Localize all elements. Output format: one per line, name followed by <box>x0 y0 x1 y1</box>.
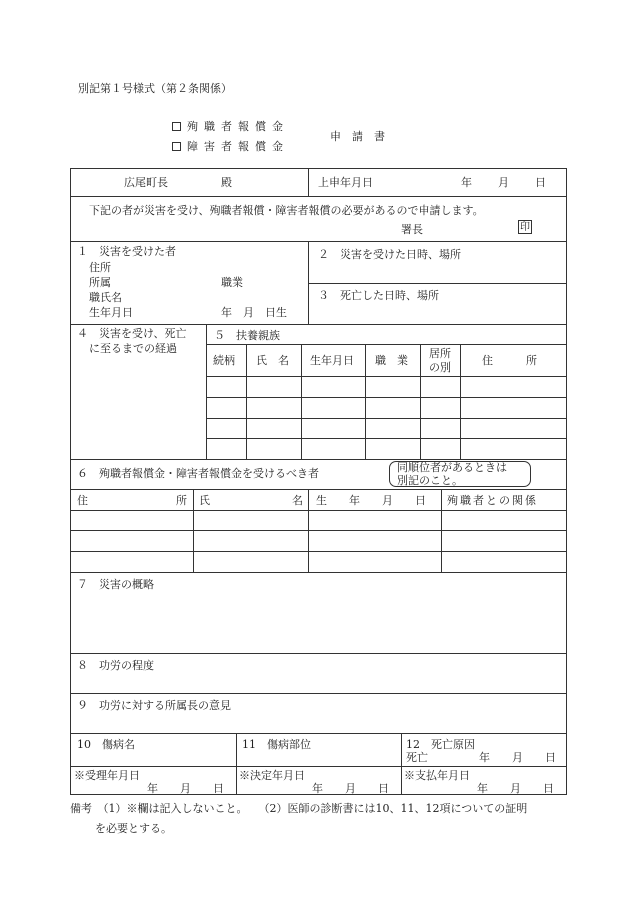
recipient-heading: ６ 殉職者報償金・障害者報償金を受けるべき者 <box>77 467 319 480</box>
option-label-2: 障害者報償金 <box>187 140 289 153</box>
recipient-col-name-a: 氏 <box>199 494 210 507</box>
injury-name-label: 10 傷病名 <box>77 738 135 751</box>
date-day: 日 <box>535 176 546 189</box>
victim-name-label: 職氏名 <box>89 291 122 304</box>
death-label: 死亡 <box>406 751 428 764</box>
merit-label: ８ 功労の程度 <box>77 659 154 672</box>
injury-part-label: 11 傷病部位 <box>242 738 311 751</box>
title-option-2[interactable] <box>172 141 289 152</box>
date-year: 年 <box>461 176 472 189</box>
recipient-col-address-a: 住 <box>77 494 88 507</box>
checkbox-icon[interactable] <box>172 142 181 151</box>
title-suffix: 申 請 書 <box>330 130 385 143</box>
process-label-1: ４ 災害を受け、死亡 <box>77 327 187 340</box>
dependents-col-relation: 続柄 <box>213 354 235 367</box>
disaster-time-label: ２ 災害を受けた日時、場所 <box>318 248 461 261</box>
received-date-label: ※受理年月日 <box>74 769 140 782</box>
recipient-col-birth: 生 年 月 日 <box>316 494 426 507</box>
notes-line-2: を必要とする。 <box>95 822 172 835</box>
chief-opinion-label: ９ 功労に対する所属長の意見 <box>77 699 231 712</box>
process-label-2: に至るまでの経過 <box>89 342 177 355</box>
dependents-col-birth: 生年月日 <box>310 354 354 367</box>
victim-birth-label: 生年月日 <box>89 306 133 319</box>
date-month: 月 <box>498 176 509 189</box>
addressee-honorific: 殿 <box>221 176 232 189</box>
death-cause-label: 12 死亡原因 <box>406 738 475 751</box>
victim-birth-ymd: 年 月 日生 <box>221 306 287 319</box>
recipient-col-name-b: 名 <box>292 494 303 507</box>
victim-affiliation-label: 所属 <box>89 276 111 289</box>
dependents-heading: ５ 扶養親族 <box>214 329 280 342</box>
recipient-note-2: 別記のこと。 <box>397 474 463 487</box>
victim-heading: １ 災害を受けた者 <box>77 245 176 258</box>
notes-line-1: 備考 （1）※欄は記入しないこと。 （2）医師の診断書には10、11、12項についての証明 <box>70 802 528 815</box>
death-time-label: ３ 死亡した日時、場所 <box>318 289 439 302</box>
dependents-col-address: 住 所 <box>482 354 537 367</box>
request-text: 下記の者が災害を受け、殉職者報償・障害者報償の必要があるので申請します。 <box>89 204 484 217</box>
recipient-col-relation: 殉職者との関係 <box>447 494 538 507</box>
submission-date-label: 上申年月日 <box>318 176 373 189</box>
dependents-col-name: 氏 名 <box>256 354 289 367</box>
dependents-col-live-2: の別 <box>429 361 451 374</box>
dependents-col-job: 職 業 <box>375 354 408 367</box>
decided-date-label: ※決定年月日 <box>239 769 305 782</box>
paid-date: 年 月 日 <box>477 782 554 795</box>
victim-occupation-label: 職業 <box>221 276 243 289</box>
recipient-note-1: 同順位者があるときは <box>397 461 507 474</box>
title-option-1[interactable] <box>172 121 289 132</box>
form-reference: 別記第１号様式（第２条関係） <box>78 82 232 95</box>
seal-icon: 印 <box>520 222 530 233</box>
checkbox-icon[interactable] <box>172 122 181 131</box>
recipient-col-address-b: 所 <box>176 494 187 507</box>
received-date: 年 月 日 <box>147 782 224 795</box>
death-date: 年 月 日 <box>479 751 556 764</box>
option-label-1: 殉職者報償金 <box>187 120 289 133</box>
decided-date: 年 月 日 <box>312 782 389 795</box>
signer-label: 署長 <box>401 223 423 236</box>
overview-label: ７ 災害の概略 <box>77 578 154 591</box>
paid-date-label: ※支払年月日 <box>404 769 470 782</box>
addressee-name: 広尾町長 <box>124 176 168 189</box>
victim-address-label: 住所 <box>89 261 111 274</box>
dependents-col-live-1: 居所 <box>429 347 451 360</box>
